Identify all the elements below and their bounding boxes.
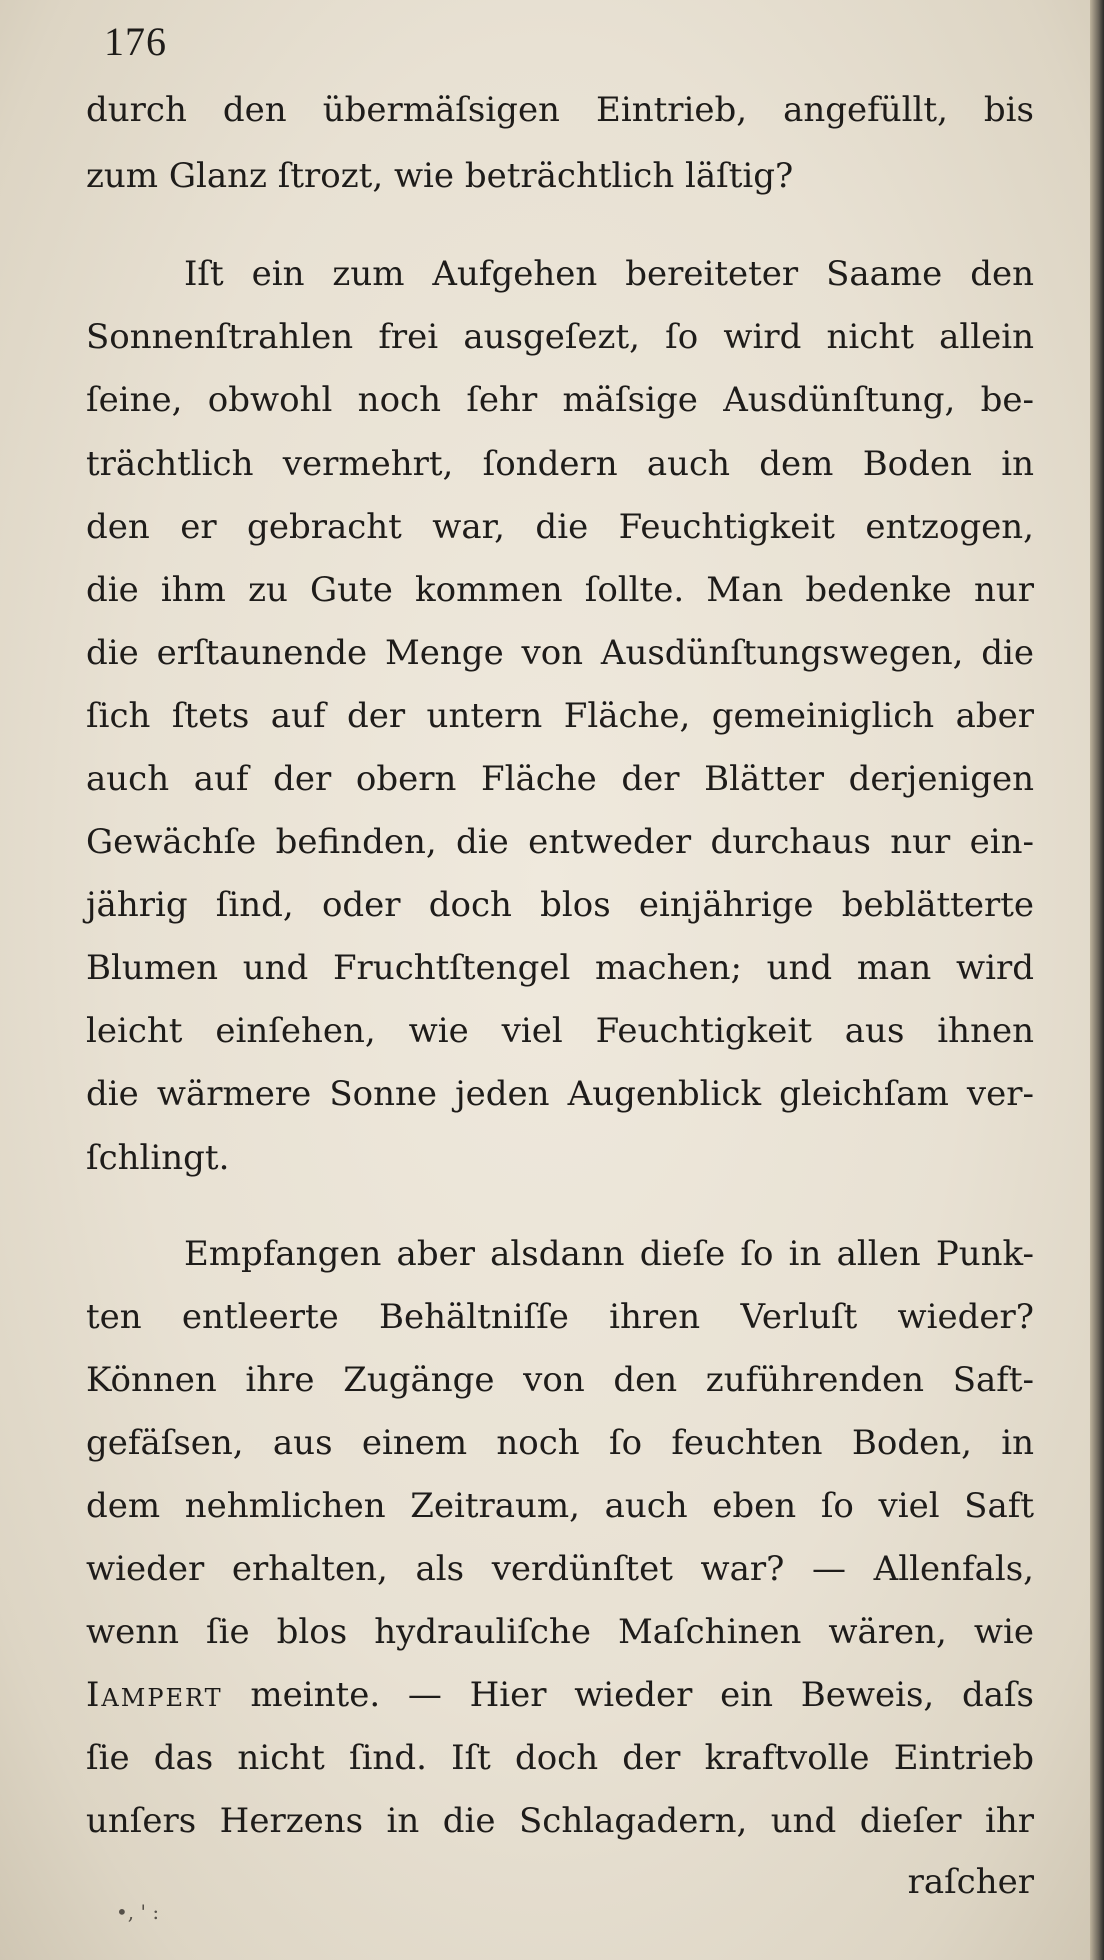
text-line: gefäſsen, aus einem noch ſo feuchten Boden, in (86, 1423, 1034, 1463)
text-line: die wärmere Sonne jeden Augenblick gleichſam ver- (86, 1074, 1034, 1114)
text-line: Blumen und Fruchtſtengel machen; und man wird (86, 948, 1034, 988)
text-line: trächtlich vermehrt, ſondern auch dem Boden in (86, 444, 1034, 484)
text-line: ten entleerte Behältniſſe ihren Verluſt wieder? (86, 1297, 1034, 1337)
text-line: ſeine, obwohl noch ſehr mäſsige Ausdünſtung, be- (86, 380, 1034, 420)
text-line: leicht einſehen, wie viel Feuchtigkeit aus ihnen (86, 1011, 1034, 1051)
text-line: Können ihre Zugänge von den zuführenden Saft- (86, 1360, 1034, 1400)
text-line: den er gebracht war, die Feuchtigkeit entzogen, (86, 507, 1034, 547)
text-line: Gewächſe befinden, die entweder durchaus nur ein- (86, 822, 1034, 862)
text-line-rest: meinte. — Hier wieder ein Beweis, daſs (250, 1675, 1035, 1715)
text-line (86, 1663, 1034, 1727)
text-line: Sonnenſtrahlen frei ausgeſezt, ſo wird nicht allein (86, 317, 1034, 357)
text-line: die erſtaunende Menge von Ausdünſtungswegen, die (86, 633, 1034, 673)
text-line: wenn ſie blos hydrauliſche Maſchinen wären, wie (86, 1612, 1034, 1652)
text-line: unſers Herzens in die Schlagadern, und dieſer ihr (86, 1801, 1034, 1841)
text-line: ſie das nicht ſind. Iſt doch der kraftvolle Eintrieb (86, 1738, 1034, 1778)
text-line: auch auf der obern Fläche der Blätter derjenigen (86, 759, 1034, 799)
page-edge-shadow (1090, 0, 1104, 1960)
text-line: ſchlingt. (86, 1138, 230, 1178)
text-line: durch den übermäſsigen Eintrieb, angefüllt, bis (86, 90, 1034, 130)
paragraph-start-line: Iſt ein zum Aufgehen bereiteter Saame den (184, 254, 1034, 294)
page-number: 176 (104, 19, 167, 64)
text-line: wieder erhalten, als verdünſtet war? — Allenfals, (86, 1549, 1034, 1589)
signature-mark: •, ' : (116, 1900, 160, 1924)
paragraph-start-line: Empfangen aber alsdann dieſe ſo in allen Punk- (184, 1234, 1034, 1274)
catchword: raſcher (907, 1862, 1034, 1902)
text-line: dem nehmlichen Zeitraum, auch eben ſo viel Saft (86, 1486, 1034, 1526)
text-line: zum Glanz ſtrozt, wie beträchtlich läſtig? (86, 156, 794, 196)
text-line: jährig ſind, oder doch blos einjährige beblätterte (86, 885, 1034, 925)
text-line: ſich ſtets auf der untern Fläche, gemeiniglich aber (86, 696, 1034, 736)
text-line: die ihm zu Gute kommen ſollte. Man bedenke nur (86, 570, 1034, 610)
author-name: Iampert (86, 1675, 223, 1715)
